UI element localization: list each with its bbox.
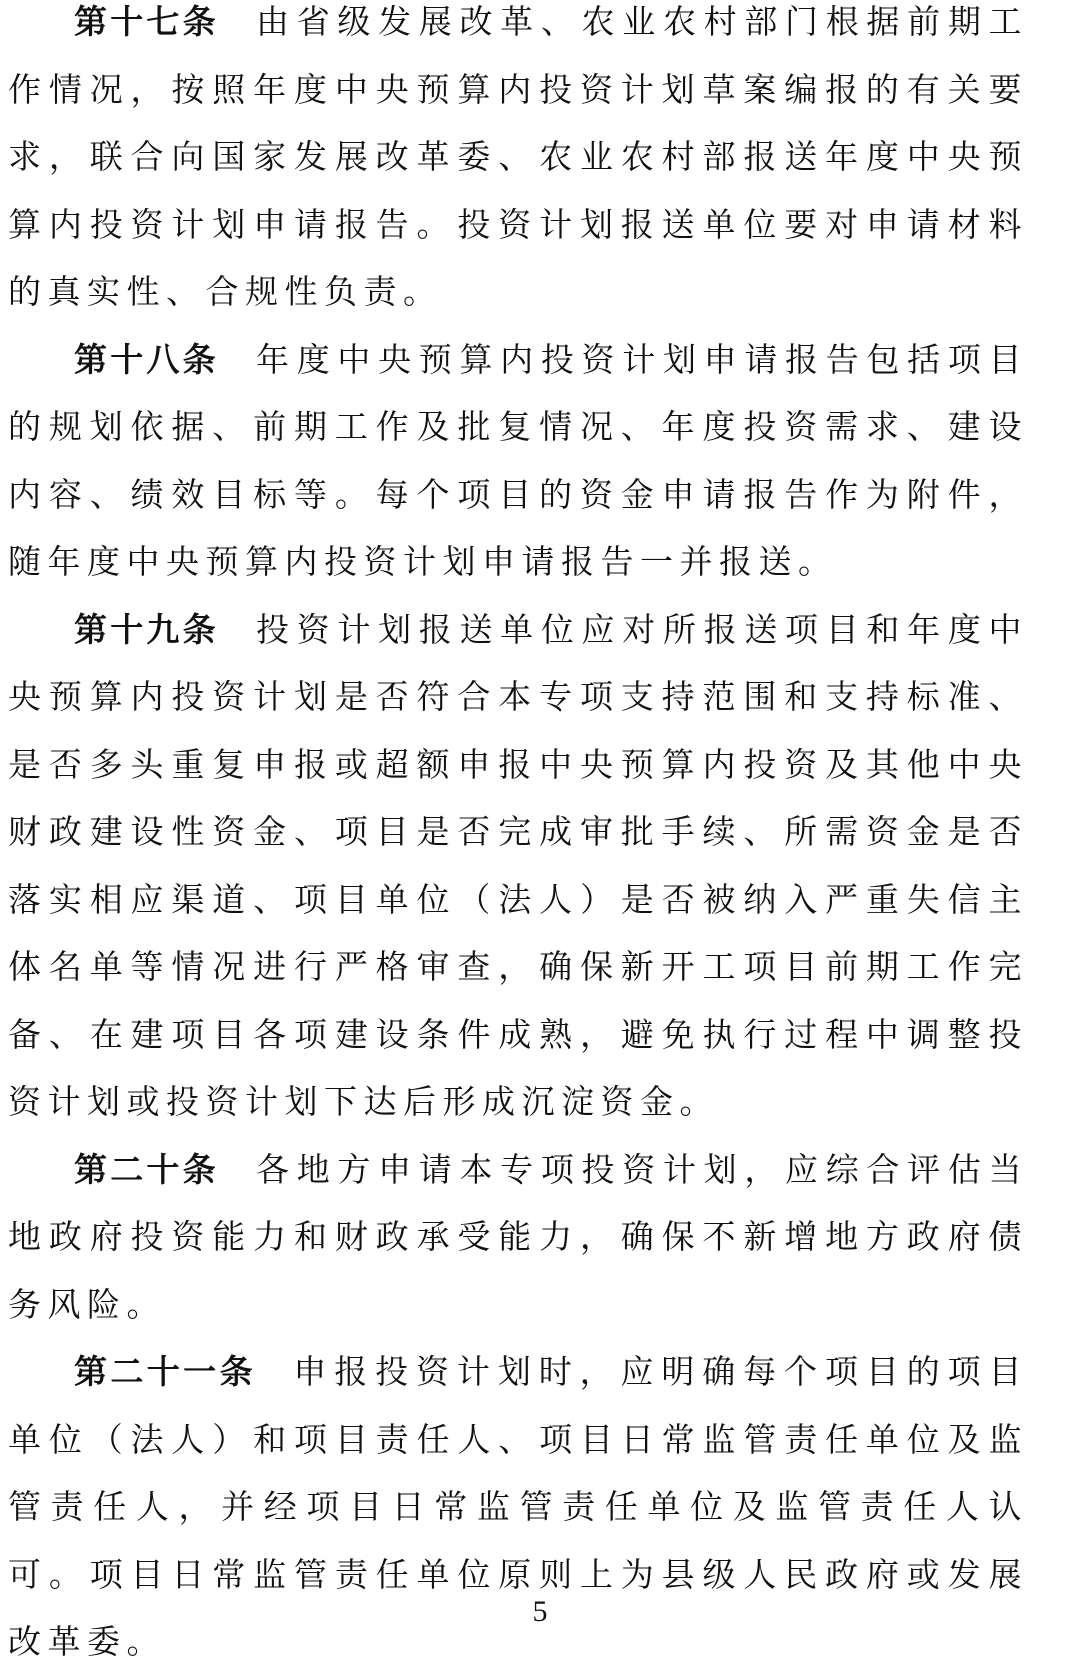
article-20 bbox=[8, 1136, 1028, 1339]
article-text: 各地方申请本专项投资计划，应综合评估当地政府投资能力和财政承受能力，确保不新增地方政府债务风险。 bbox=[8, 1149, 1029, 1324]
article-label: 第二十条 bbox=[74, 1149, 219, 1189]
article-label: 第十七条 bbox=[74, 2, 219, 41]
article-text: 年度中央预算内投资计划申请报告包括项目的规划依据、前期工作及批复情况、年度投资需求、建设内容、绩效目标等。每个项目的资金申请报告作为附件，随年度中央预算内投资计划申请报告一并报送。 bbox=[8, 339, 1029, 581]
article-list bbox=[8, 0, 1028, 1676]
article-text: 投资计划报送单位应对所报送项目和年度中央预算内投资计划是否符合本专项支持范围和支持标准、是否多头重复申报或超额申报中央预算内投资及其他中央财政建设性资金、项目是否完成审批手续、所需资金是否落实相应渠道、项目单位（法人）是否被纳入严重失信主体名单等情况进行严格审查，确保新开工项目前期工作完备、在建项目各项建设条件成熟，避免执行过程中调整投资计划或投资计划下达后形成沉淀资金。 bbox=[8, 609, 1029, 1121]
article-text: 由省级发展改革、农业农村部门根据前期工作情况，按照年度中央预算内投资计划草案编报的有关要求，联合向国家发展改革委、农业农村部报送年度中央预算内投资计划申请报告。投资计划报送单位要对申请材料的真实性、合规性负责。 bbox=[8, 2, 1029, 311]
article-label: 第十八条 bbox=[74, 339, 219, 379]
article-17 bbox=[8, 0, 1028, 326]
article-text: 申报投资计划时，应明确每个项目的项目单位（法人）和项目责任人、项目日常监管责任单位及监管责任人，并经项目日常监管责任单位及监管责任人认可。项目日常监管责任单位原则上为县级人民政府或发展改革委。 bbox=[8, 1352, 1029, 1661]
article-label: 第二十一条 bbox=[74, 1352, 256, 1391]
page-number: 5 bbox=[532, 1595, 548, 1628]
article-18 bbox=[8, 326, 1028, 596]
article-19 bbox=[8, 596, 1028, 1136]
article-label: 第十九条 bbox=[74, 609, 219, 649]
